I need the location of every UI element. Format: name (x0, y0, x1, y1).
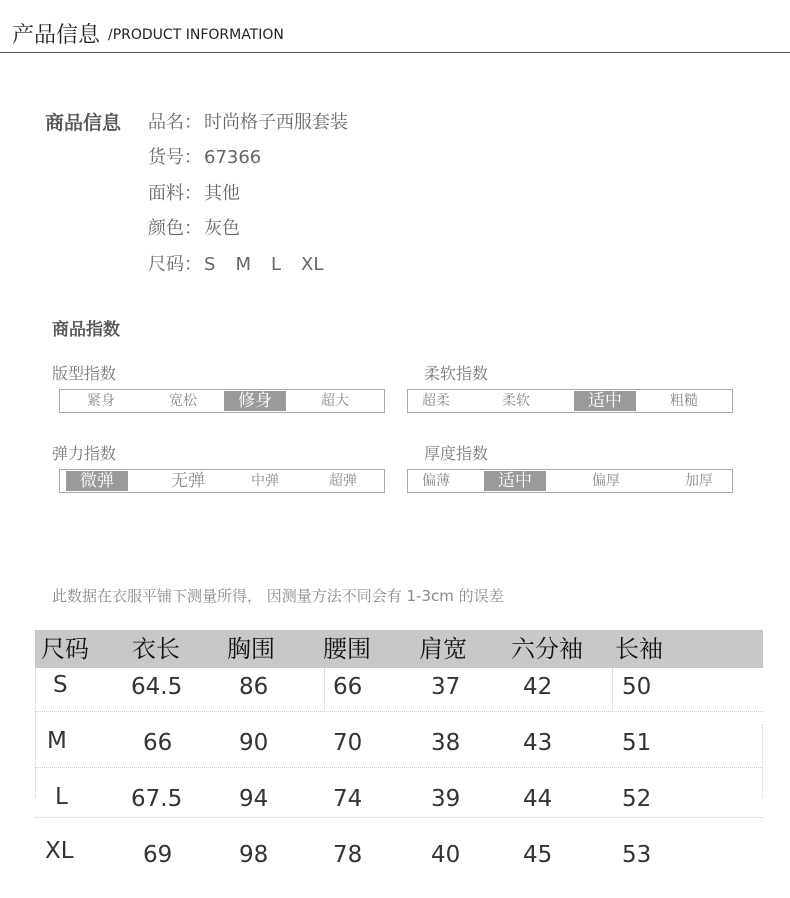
table-row (35, 724, 763, 780)
size-cell: S (53, 672, 68, 698)
value-cell: 94 (239, 786, 269, 812)
softness-index-scale (407, 389, 733, 413)
value-cell: 66 (333, 674, 363, 700)
info-key: 尺码： (148, 254, 202, 275)
info-value: 其他 (204, 183, 240, 204)
column-header: 六分袖 (511, 635, 583, 663)
thickness-option: 偏厚 (592, 473, 620, 489)
size-cell: M (47, 728, 67, 754)
value-cell: 50 (622, 674, 652, 700)
value-cell: 38 (431, 730, 461, 756)
thickness-option: 偏薄 (422, 473, 450, 489)
thickness-option-selected: 适中 (484, 471, 546, 491)
info-key: 颜色： (148, 218, 202, 239)
fit-option: 超大 (321, 393, 349, 409)
value-cell: 86 (239, 674, 269, 700)
info-value: 时尚格子西服套装 (204, 112, 348, 133)
elasticity-index-label: 弹力指数 (52, 444, 117, 463)
table-row (35, 668, 763, 724)
row-separator (35, 817, 763, 818)
column-header: 腰围 (323, 635, 371, 663)
value-cell: 53 (622, 842, 652, 868)
info-row-name (148, 108, 348, 134)
value-cell: 67.5 (131, 786, 183, 812)
column-header: 尺码 (41, 635, 89, 663)
softness-option: 柔软 (502, 393, 530, 409)
value-cell: 66 (143, 730, 173, 756)
fit-option-selected: 修身 (224, 391, 286, 411)
value-cell: 45 (523, 842, 553, 868)
softness-option: 超柔 (422, 393, 450, 409)
row-separator (35, 767, 763, 768)
info-row-sizes (148, 250, 343, 276)
info-value: 灰色 (204, 218, 240, 239)
size-table (35, 630, 763, 880)
fit-option: 紧身 (87, 393, 115, 409)
softness-option: 粗糙 (670, 393, 698, 409)
value-cell: 98 (239, 842, 269, 868)
index-section-title: 商品指数 (52, 320, 120, 340)
elasticity-index-scale (59, 469, 385, 493)
softness-index-label: 柔软指数 (424, 364, 489, 383)
row-separator (35, 711, 763, 712)
section-header (0, 0, 790, 53)
elasticity-option: 超弹 (329, 473, 357, 489)
elasticity-option-selected: 微弹 (66, 471, 128, 491)
table-row (35, 780, 763, 836)
value-cell: 44 (523, 786, 553, 812)
value-cell: 52 (622, 786, 652, 812)
product-info-title: 商品信息 (45, 112, 122, 134)
column-header: 胸围 (227, 635, 275, 663)
size-option: M (235, 254, 251, 275)
value-cell: 40 (431, 842, 461, 868)
value-cell: 78 (333, 842, 363, 868)
info-row-color (148, 214, 240, 240)
value-cell: 51 (622, 730, 652, 756)
value-cell: 90 (239, 730, 269, 756)
measurement-note: 此数据在衣服平铺下测量所得， 因测量方法不同会有 1-3cm 的误差 (52, 587, 504, 605)
fit-index-scale (59, 389, 385, 413)
size-cell: L (55, 784, 68, 810)
size-option: XL (301, 254, 324, 275)
size-cell: XL (45, 838, 74, 864)
elasticity-option: 无弹 (171, 471, 205, 491)
thickness-index-scale (407, 469, 733, 493)
value-cell: 42 (523, 674, 553, 700)
section-title-zh: 产品信息 (12, 23, 101, 48)
info-key: 货号： (148, 147, 202, 168)
value-cell: 69 (143, 842, 173, 868)
value-cell: 74 (333, 786, 363, 812)
size-option: S (204, 254, 216, 275)
info-row-item-number (148, 143, 261, 169)
size-list (204, 254, 343, 275)
info-row-fabric (148, 179, 240, 205)
value-cell: 39 (431, 786, 461, 812)
value-cell: 64.5 (131, 674, 183, 700)
column-header: 衣长 (132, 635, 180, 663)
info-key: 品名： (148, 112, 202, 133)
elasticity-option: 中弹 (251, 473, 279, 489)
size-table-header (35, 630, 763, 668)
section-title-en: /PRODUCT INFORMATION (108, 27, 284, 43)
info-value: 67366 (204, 147, 262, 168)
size-option: L (270, 254, 281, 275)
thickness-index-label: 厚度指数 (424, 444, 489, 463)
softness-option-selected: 适中 (574, 391, 636, 411)
thickness-option: 加厚 (685, 473, 713, 489)
table-row (35, 836, 763, 892)
value-cell: 37 (431, 674, 461, 700)
info-key: 面料： (148, 183, 202, 204)
column-header: 长袖 (615, 635, 663, 663)
value-cell: 43 (523, 730, 553, 756)
fit-index-label: 版型指数 (52, 364, 117, 383)
fit-option: 宽松 (169, 393, 197, 409)
column-header: 肩宽 (419, 635, 467, 663)
value-cell: 70 (333, 730, 363, 756)
